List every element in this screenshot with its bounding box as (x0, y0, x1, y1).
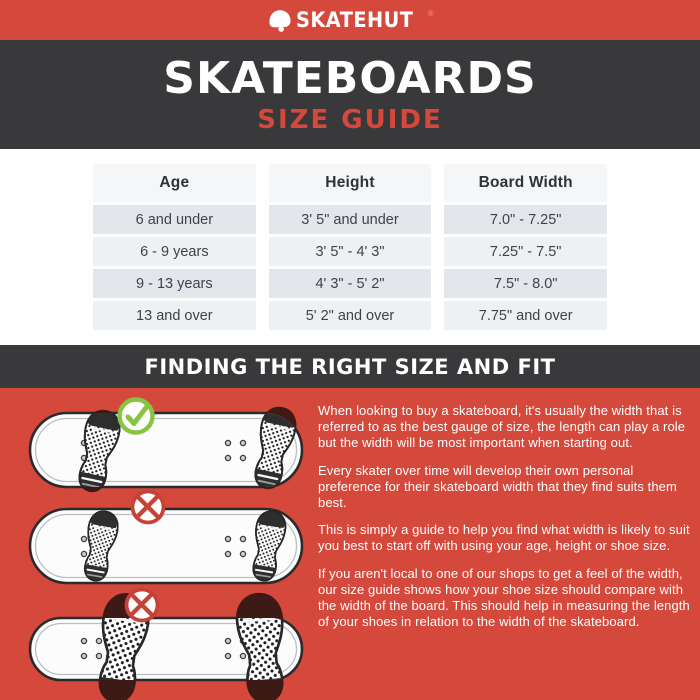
size-table-section (0, 149, 700, 345)
skateboard-correct-fit-illustration (20, 399, 320, 499)
paragraph: When looking to buy a skateboard, it's usually the width that is referred to as the best gauge of size, the length can play a role but the width will be most important when starting out. (318, 403, 686, 451)
table-cell: 3' 5" - 4' 3" (269, 237, 432, 266)
paragraph: This is simply a guide to help you find what width is likely to suit you best to start off with using your age, height or shoe size. (318, 522, 690, 554)
page-title: SKATEBOARDS (163, 52, 537, 104)
table-cell: 7.75" and over (444, 301, 607, 330)
table-cell: 4' 3" - 5' 2" (269, 269, 432, 298)
fit-section-body (0, 388, 700, 700)
skateboard-too-large-illustration (20, 597, 320, 697)
paragraph: If you aren't local to one of our shops to get a feel of the width, our size guide shows how your shoe size should compare with the width of the board. This should help in measuring the length of your shoes in relation to the width of the skateboard. (318, 565, 690, 630)
table-column-board-width (444, 164, 607, 330)
top-bar (0, 0, 700, 40)
table-cell: 5' 2" and over (269, 301, 432, 330)
skatehut-helmet-icon (267, 7, 293, 33)
skateboard-too-small-illustration (20, 495, 320, 595)
table-cell: 7.5" - 8.0" (444, 269, 607, 298)
fit-section-title: FINDING THE RIGHT SIZE AND FIT (144, 354, 556, 379)
column-header-height: Height (269, 164, 432, 202)
cross-icon (133, 492, 164, 523)
cross-icon (127, 590, 158, 621)
page-subtitle: SIZE GUIDE (257, 104, 443, 135)
table-column-height (269, 164, 432, 330)
table-cell: 7.0" - 7.25" (444, 205, 607, 234)
column-header-board-width: Board Width (444, 164, 607, 202)
registered-trademark-symbol: ® (427, 8, 434, 18)
table-cell: 6 and under (93, 205, 256, 234)
check-icon (120, 400, 153, 433)
size-guide-table (93, 164, 607, 330)
fit-paragraphs (318, 403, 700, 641)
brand-logo (267, 7, 433, 33)
table-cell: 13 and over (93, 301, 256, 330)
paragraph: Every skater over time will develop their own personal preference for their skateboard width that they find suits them best. (318, 462, 677, 511)
table-cell: 9 - 13 years (93, 269, 256, 298)
table-cell: 6 - 9 years (93, 237, 256, 266)
table-column-age (93, 164, 256, 330)
fit-section-banner (0, 345, 700, 388)
column-header-age: Age (93, 164, 256, 202)
hero-banner (0, 40, 700, 149)
table-cell: 3' 5" and under (269, 205, 432, 234)
table-cell: 7.25" - 7.5" (444, 237, 607, 266)
brand-name: SKATEHUT (296, 8, 414, 32)
